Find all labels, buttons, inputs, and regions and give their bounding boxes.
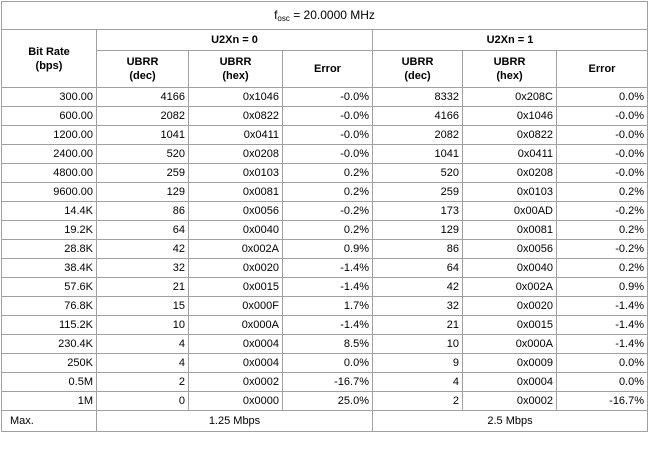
b-error-cell: 0.0% — [557, 354, 648, 373]
a-ubrr-dec-cell: 4 — [97, 354, 189, 373]
b-ubrr-hex-cell: 0x208C — [463, 88, 557, 107]
bit-rate-cell: 28.8K — [2, 240, 97, 259]
bit-rate-header-line2: (bps) — [35, 59, 63, 72]
a-ubrr-dec-cell: 520 — [97, 145, 189, 164]
b-ubrr-dec-cell: 32 — [373, 297, 463, 316]
b-error-cell: 0.2% — [557, 183, 648, 202]
a-error-cell: -1.4% — [283, 259, 373, 278]
a-ubrr-hex-cell: 0x0081 — [189, 183, 283, 202]
header-line: (dec) — [404, 70, 431, 82]
b-ubrr-hex-cell: 0x0208 — [463, 164, 557, 183]
b-ubrr-hex-cell: 0x0081 — [463, 221, 557, 240]
header-line: UBRR — [493, 56, 526, 68]
table-row — [2, 145, 648, 164]
b-error-cell: -1.4% — [557, 297, 648, 316]
table-row — [2, 107, 648, 126]
bit-rate-cell: 76.8K — [2, 297, 97, 316]
a-ubrr-hex-cell: 0x000F — [189, 297, 283, 316]
a-ubrr-hex-cell: 0x0103 — [189, 164, 283, 183]
header-row-columns — [2, 51, 648, 88]
b-ubrr-dec-cell: 86 — [373, 240, 463, 259]
b-error-cell: -0.2% — [557, 240, 648, 259]
a-error-cell: 0.2% — [283, 164, 373, 183]
b-error-cell: -0.0% — [557, 164, 648, 183]
b-ubrr-dec-cell: 8332 — [373, 88, 463, 107]
b-error-cell: -0.0% — [557, 145, 648, 164]
a-error-cell: -16.7% — [283, 373, 373, 392]
bit-rate-cell: 0.5M — [2, 373, 97, 392]
table-row — [2, 221, 648, 240]
bit-rate-cell: 19.2K — [2, 221, 97, 240]
header-line: UBRR — [219, 56, 252, 68]
a-ubrr-hex-cell: 0x0000 — [189, 392, 283, 411]
b-ubrr-dec-cell: 2 — [373, 392, 463, 411]
a-ubrr-hex-cell: 0x1046 — [189, 88, 283, 107]
bit-rate-cell: 14.4K — [2, 202, 97, 221]
oscillator-frequency-title — [2, 2, 648, 30]
a-ubrr-hex-cell: 0x0208 — [189, 145, 283, 164]
b-error-cell: -0.0% — [557, 126, 648, 145]
title-prefix: f — [274, 8, 278, 22]
b-error-cell: 0.9% — [557, 278, 648, 297]
b-error-cell: -0.0% — [557, 107, 648, 126]
col-header-a-error: Error — [283, 51, 373, 88]
table-row — [2, 278, 648, 297]
table-row — [2, 297, 648, 316]
a-ubrr-dec-cell: 2 — [97, 373, 189, 392]
header-line: (hex) — [496, 70, 523, 82]
b-ubrr-dec-cell: 9 — [373, 354, 463, 373]
a-ubrr-hex-cell: 0x0040 — [189, 221, 283, 240]
bit-rate-cell: 2400.00 — [2, 145, 97, 164]
a-ubrr-hex-cell: 0x0004 — [189, 354, 283, 373]
a-ubrr-dec-cell: 1041 — [97, 126, 189, 145]
header-line: (dec) — [129, 70, 156, 82]
header-line: UBRR — [401, 56, 434, 68]
table-row — [2, 392, 648, 411]
a-error-cell: -0.0% — [283, 126, 373, 145]
bit-rate-cell: 38.4K — [2, 259, 97, 278]
b-ubrr-hex-cell: 0x0040 — [463, 259, 557, 278]
a-ubrr-dec-cell: 15 — [97, 297, 189, 316]
b-ubrr-dec-cell: 1041 — [373, 145, 463, 164]
a-ubrr-hex-cell: 0x0822 — [189, 107, 283, 126]
bit-rate-cell: 600.00 — [2, 107, 97, 126]
a-error-cell: -1.4% — [283, 316, 373, 335]
a-ubrr-dec-cell: 21 — [97, 278, 189, 297]
bit-rate-header — [2, 30, 97, 88]
table-row — [2, 354, 648, 373]
header-line: UBRR — [126, 56, 159, 68]
group-header-u2xn-0: U2Xn = 0 — [97, 30, 373, 51]
b-error-cell: 0.2% — [557, 221, 648, 240]
b-ubrr-hex-cell: 0x0020 — [463, 297, 557, 316]
b-ubrr-dec-cell: 4 — [373, 373, 463, 392]
b-ubrr-dec-cell: 129 — [373, 221, 463, 240]
bit-rate-cell: 4800.00 — [2, 164, 97, 183]
b-ubrr-hex-cell: 0x0009 — [463, 354, 557, 373]
a-error-cell: -0.2% — [283, 202, 373, 221]
a-ubrr-dec-cell: 129 — [97, 183, 189, 202]
b-ubrr-hex-cell: 0x0004 — [463, 373, 557, 392]
table-row — [2, 202, 648, 221]
bit-rate-header-line1: Bit Rate — [28, 45, 70, 58]
a-ubrr-dec-cell: 0 — [97, 392, 189, 411]
b-ubrr-hex-cell: 0x000A — [463, 335, 557, 354]
a-ubrr-dec-cell: 4 — [97, 335, 189, 354]
table-row — [2, 335, 648, 354]
baud-rate-table — [1, 1, 648, 432]
a-ubrr-dec-cell: 259 — [97, 164, 189, 183]
a-error-cell: 0.2% — [283, 183, 373, 202]
max-u2xn-1: 2.5 Mbps — [373, 411, 648, 432]
max-label: Max. — [2, 411, 97, 432]
a-ubrr-dec-cell: 4166 — [97, 88, 189, 107]
a-ubrr-hex-cell: 0x0002 — [189, 373, 283, 392]
table-row — [2, 126, 648, 145]
b-ubrr-hex-cell: 0x0015 — [463, 316, 557, 335]
b-ubrr-hex-cell: 0x00AD — [463, 202, 557, 221]
header-line: (hex) — [222, 70, 249, 82]
bit-rate-cell: 115.2K — [2, 316, 97, 335]
col-header-a-ubrr-hex — [189, 51, 283, 88]
col-header-b-error: Error — [557, 51, 648, 88]
a-ubrr-dec-cell: 64 — [97, 221, 189, 240]
a-error-cell: -0.0% — [283, 88, 373, 107]
b-ubrr-hex-cell: 0x0411 — [463, 145, 557, 164]
a-error-cell: 1.7% — [283, 297, 373, 316]
a-error-cell: 25.0% — [283, 392, 373, 411]
table-row — [2, 373, 648, 392]
b-error-cell: 0.0% — [557, 88, 648, 107]
b-error-cell: -0.2% — [557, 202, 648, 221]
a-ubrr-hex-cell: 0x0020 — [189, 259, 283, 278]
a-error-cell: -0.0% — [283, 145, 373, 164]
b-ubrr-dec-cell: 42 — [373, 278, 463, 297]
b-ubrr-hex-cell: 0x002A — [463, 278, 557, 297]
bit-rate-cell: 250K — [2, 354, 97, 373]
group-header-u2xn-1: U2Xn = 1 — [373, 30, 648, 51]
a-ubrr-hex-cell: 0x0411 — [189, 126, 283, 145]
b-ubrr-hex-cell: 0x0103 — [463, 183, 557, 202]
a-ubrr-dec-cell: 2082 — [97, 107, 189, 126]
b-ubrr-dec-cell: 4166 — [373, 107, 463, 126]
col-header-b-ubrr-dec — [373, 51, 463, 88]
a-ubrr-dec-cell: 86 — [97, 202, 189, 221]
table-row — [2, 259, 648, 278]
col-header-a-ubrr-dec — [97, 51, 189, 88]
table-row — [2, 240, 648, 259]
b-ubrr-dec-cell: 21 — [373, 316, 463, 335]
a-ubrr-dec-cell: 32 — [97, 259, 189, 278]
a-ubrr-hex-cell: 0x0056 — [189, 202, 283, 221]
b-ubrr-hex-cell: 0x0822 — [463, 126, 557, 145]
b-error-cell: 0.2% — [557, 259, 648, 278]
a-ubrr-dec-cell: 42 — [97, 240, 189, 259]
col-header-b-ubrr-hex — [463, 51, 557, 88]
table-row — [2, 183, 648, 202]
title-subscript: osc — [277, 14, 290, 23]
max-row — [2, 411, 648, 432]
a-ubrr-hex-cell: 0x0015 — [189, 278, 283, 297]
b-error-cell: -1.4% — [557, 335, 648, 354]
b-error-cell: 0.0% — [557, 373, 648, 392]
bit-rate-cell: 230.4K — [2, 335, 97, 354]
b-error-cell: -16.7% — [557, 392, 648, 411]
title-suffix: = 20.0000 MHz — [289, 8, 375, 22]
table-row — [2, 164, 648, 183]
a-error-cell: 0.2% — [283, 221, 373, 240]
b-ubrr-hex-cell: 0x1046 — [463, 107, 557, 126]
header-row-groups — [2, 30, 648, 51]
a-error-cell: 0.0% — [283, 354, 373, 373]
b-ubrr-hex-cell: 0x0002 — [463, 392, 557, 411]
b-ubrr-dec-cell: 64 — [373, 259, 463, 278]
bit-rate-cell: 9600.00 — [2, 183, 97, 202]
b-ubrr-dec-cell: 2082 — [373, 126, 463, 145]
bit-rate-cell: 1M — [2, 392, 97, 411]
title-row — [2, 2, 648, 30]
b-ubrr-hex-cell: 0x0056 — [463, 240, 557, 259]
a-error-cell: -0.0% — [283, 107, 373, 126]
bit-rate-cell: 57.6K — [2, 278, 97, 297]
table-row — [2, 88, 648, 107]
max-u2xn-0: 1.25 Mbps — [97, 411, 373, 432]
bit-rate-cell: 300.00 — [2, 88, 97, 107]
a-error-cell: 8.5% — [283, 335, 373, 354]
a-error-cell: -1.4% — [283, 278, 373, 297]
b-ubrr-dec-cell: 520 — [373, 164, 463, 183]
b-ubrr-dec-cell: 10 — [373, 335, 463, 354]
b-ubrr-dec-cell: 173 — [373, 202, 463, 221]
table-row — [2, 316, 648, 335]
a-ubrr-hex-cell: 0x000A — [189, 316, 283, 335]
bit-rate-cell: 1200.00 — [2, 126, 97, 145]
a-error-cell: 0.9% — [283, 240, 373, 259]
b-error-cell: -1.4% — [557, 316, 648, 335]
b-ubrr-dec-cell: 259 — [373, 183, 463, 202]
table-body — [2, 88, 648, 411]
a-ubrr-dec-cell: 10 — [97, 316, 189, 335]
a-ubrr-hex-cell: 0x0004 — [189, 335, 283, 354]
a-ubrr-hex-cell: 0x002A — [189, 240, 283, 259]
